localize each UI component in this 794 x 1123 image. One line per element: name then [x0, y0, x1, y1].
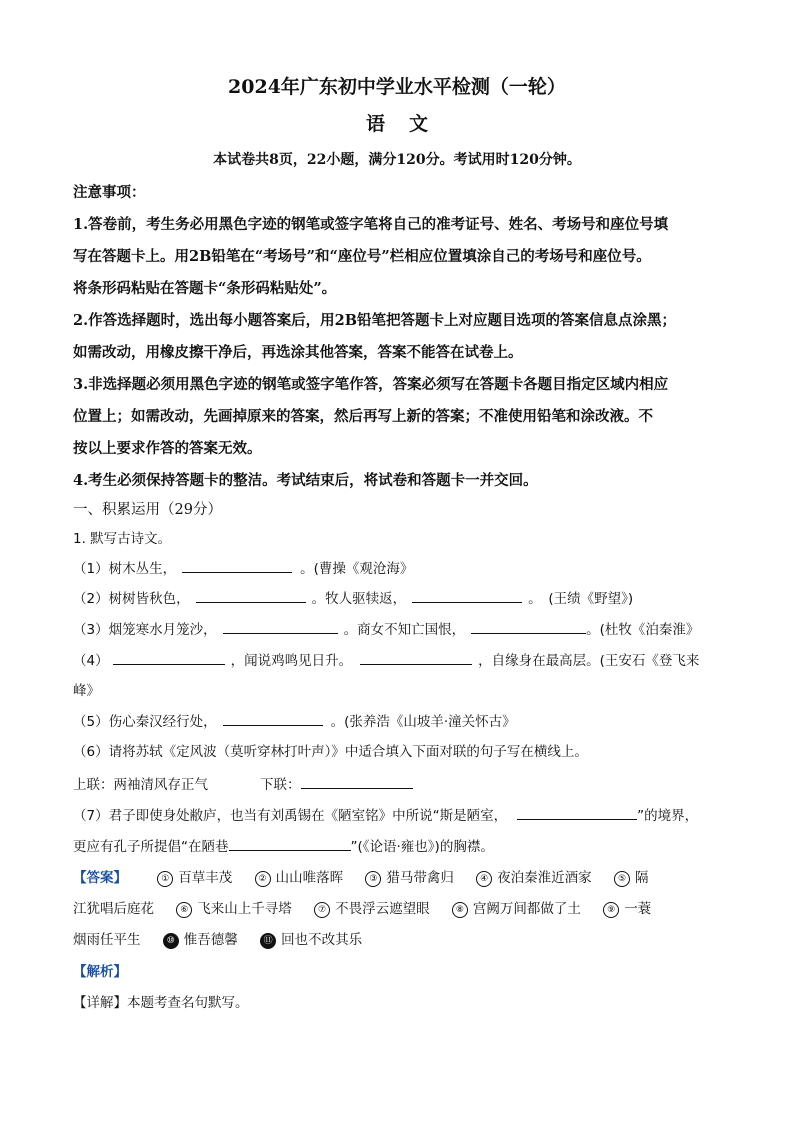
- notice-line-5: 如需改动，用橡皮擦干净后，再选涂其他答案，答案不能答在试卷上。: [73, 344, 523, 361]
- answer-blank[interactable]: [360, 650, 472, 665]
- answer-item: ② 山山唯落晖: [255, 870, 344, 886]
- q1-item-5: （5）伤心秦汉经行处， 。(张养浩《山坡羊·潼关怀古》: [73, 711, 516, 732]
- q1-item-4: （4） ，闻说鸡鸣见日升。 ，自缘身在最高层。(王安石《登飞来: [73, 650, 699, 671]
- answer-item: ③ 猎马带禽归: [365, 870, 454, 886]
- answer-label: 【答案】: [73, 870, 127, 886]
- q1-item-3: （3）烟笼寒水月笼沙， 。商女不知亡国恨， 。(杜牧《泊秦淮》: [73, 619, 699, 640]
- detail-text: 本题考查名句默写。: [127, 995, 249, 1011]
- subject-title: 语文: [365, 113, 452, 135]
- answer-blank[interactable]: [229, 836, 351, 851]
- answer-blank[interactable]: [223, 619, 338, 634]
- answer-item: ⑩ 惟吾德馨: [163, 932, 238, 948]
- answer-item: ⑧ 宫阙万间都做了土: [452, 901, 581, 917]
- notice-line-8: 按以上要求作答的答案无效。: [73, 440, 262, 457]
- answer-line-3: 烟雨任平生 ⑩ 惟吾德馨 ⑪ 回也不改其乐: [73, 932, 363, 948]
- q1-item-4-cont: 峰》: [73, 683, 100, 699]
- answer-blank[interactable]: [223, 711, 323, 726]
- q1-item-1: （1）树木丛生， 。(曹操《观沧海》: [73, 558, 413, 579]
- answer-line-2: 江犹唱后庭花 ⑥ 飞来山上千寻塔 ⑦ 不畏浮云遮望眼 ⑧ 宫阙万间都做了土 ⑨ 一蓑: [73, 901, 652, 917]
- notice-heading: 注意事项：: [73, 184, 146, 201]
- notice-line-6: 3.非选择题必须用黑色字迹的钢笔或签字笔作答，答案必须写在答题卡各题目指定区域内相应: [73, 376, 669, 393]
- answer-blank[interactable]: [113, 650, 225, 665]
- answer-item: ⑦ 不畏浮云遮望眼: [314, 901, 430, 917]
- answer-item: ⑥ 飞来山上千寻塔: [176, 901, 292, 917]
- notice-line-2: 写在答题卡上。用2B铅笔在“考场号”和“座位号”栏相应位置填涂自己的考场号和座位号。: [73, 248, 651, 265]
- answer-blank[interactable]: [301, 774, 413, 789]
- section-heading: 一、积累运用（29分）: [73, 502, 222, 518]
- answer-blank[interactable]: [182, 558, 292, 573]
- detail-label: 【详解】: [73, 995, 127, 1011]
- detail-line: [73, 993, 249, 1013]
- analysis-label: 【解析】: [73, 964, 127, 980]
- q1-item-7: （7）君子即使身处敝庐，也当有刘禹锡在《陋室铭》中所说“斯是陋室， ”的境界，: [73, 805, 698, 826]
- question-1-stem: 1. 默写古诗文。: [73, 531, 172, 547]
- answer-item: ① 百草丰茂: [157, 870, 232, 886]
- answer-blank[interactable]: [412, 588, 522, 603]
- notice-line-3: 将条形码粘贴在答题卡“条形码粘贴处”。: [73, 280, 337, 297]
- couplet-line: 上联：两袖清风存正气 下联：: [73, 774, 413, 795]
- notice-line-9: 4.考生必须保持答题卡的整洁。考试结束后，将试卷和答题卡一并交回。: [73, 472, 538, 489]
- exam-title: 2024年广东初中学业水平检测（一轮）: [228, 76, 566, 98]
- answer-item: ④ 夜泊秦淮近酒家: [476, 870, 592, 886]
- notice-line-4: 2.作答选择题时，选出每小题答案后，用2B铅笔把答题卡上对应题目选项的答案信息点涂黑；: [73, 312, 676, 329]
- answer-item: ⑪ 回也不改其乐: [260, 932, 362, 948]
- exam-info: 本试卷共8页，22小题，满分120分。考试用时120分钟。: [213, 152, 581, 168]
- answer-item: ⑨ 一蓑: [603, 901, 651, 917]
- answer-blank[interactable]: [196, 588, 306, 603]
- notice-line-1: 1.答卷前，考生务必用黑色字迹的钢笔或签字笔将自己的准考证号、姓名、考场号和座位号填: [73, 216, 669, 233]
- answer-blank[interactable]: [471, 619, 586, 634]
- answer-item: ⑤ 隔: [614, 870, 649, 886]
- q1-item-2: （2）树树皆秋色， 。牧人驱犊返， 。 (王绩《野望》): [73, 588, 633, 609]
- q1-item-6: （6）请将苏轼《定风波（莫听穿林打叶声）》中适合填入下面对联的句子写在横线上。: [73, 744, 588, 760]
- answer-blank[interactable]: [517, 805, 637, 820]
- notice-line-7: 位置上；如需改动，先画掉原来的答案，然后再写上新的答案；不准使用铅笔和涂改液。不: [73, 408, 653, 425]
- q1-item-7-cont: 更应有孔子所提倡“在陋巷 ”(《论语·雍也》)的胸襟。: [73, 836, 494, 857]
- answer-line-1: [73, 868, 648, 888]
